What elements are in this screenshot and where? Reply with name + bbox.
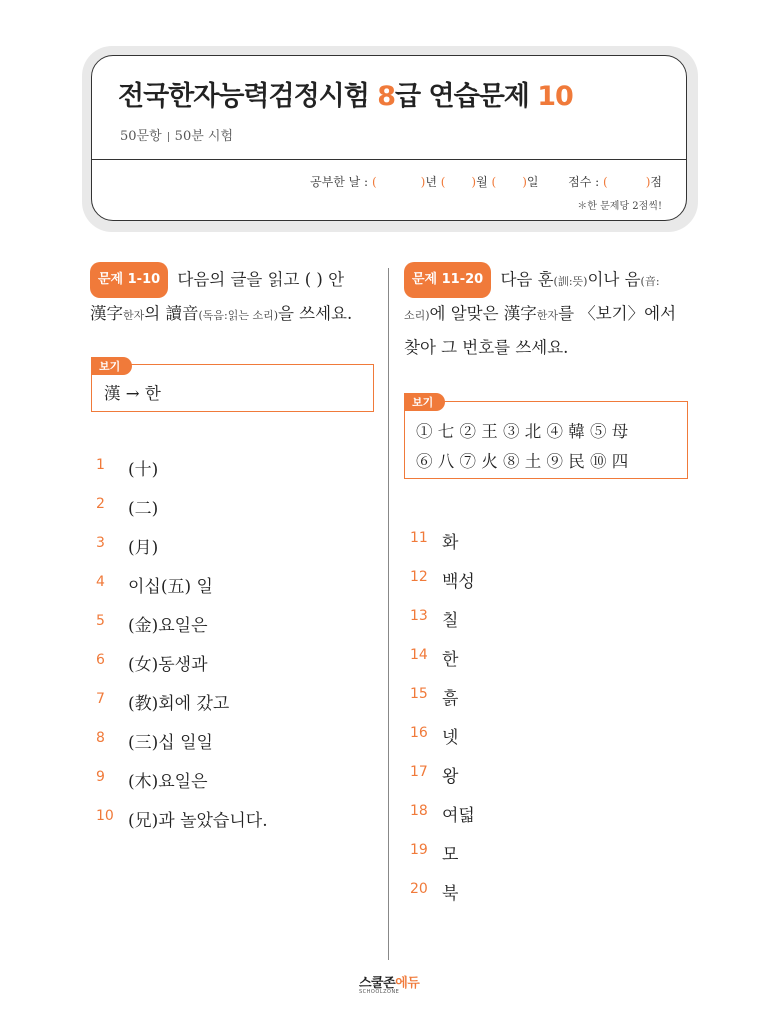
page-title: 전국한자능력검정시험 8급 연습문제 10	[118, 81, 573, 112]
question-text: (三)십 일일	[128, 733, 213, 753]
question-number: 18	[410, 803, 428, 819]
question-text: (十)	[128, 460, 159, 480]
question-text: (木)요일은	[128, 772, 208, 792]
question-text: 한	[442, 650, 459, 670]
question-number: 6	[96, 652, 105, 668]
test-info	[120, 125, 233, 144]
question-number: 4	[96, 574, 105, 590]
question-number: 14	[410, 647, 428, 663]
question-text: (金)요일은	[128, 616, 208, 636]
question-number: 15	[410, 686, 428, 702]
question-number: 9	[96, 769, 105, 785]
example-content-left: 漢 → 한	[104, 384, 161, 403]
question-text: 여덟	[442, 806, 475, 826]
example-label-right: 보기	[404, 393, 445, 411]
question-badge-11-20: 문제 11-20	[404, 262, 491, 298]
question-text: 북	[442, 884, 459, 904]
example-choices-row-1: ① 七 ② 王 ③ 北 ④ 韓 ⑤ 母	[416, 422, 629, 441]
example-label-left: 보기	[91, 357, 132, 375]
question-badge-1-10: 문제 1-10	[90, 262, 168, 298]
question-text: 모	[442, 845, 459, 865]
publisher-logo: 스쿨존에듀 SCHOOLZONE	[359, 976, 420, 995]
question-number: 12	[410, 569, 428, 585]
question-text: 이십(五) 일	[128, 577, 213, 597]
question-number: 17	[410, 764, 428, 780]
header-divider	[92, 159, 686, 160]
question-text: (女)동생과	[128, 655, 208, 675]
question-text: 화	[442, 533, 459, 553]
question-text: (教)회에 갔고	[128, 694, 230, 714]
column-divider	[388, 268, 389, 960]
separator	[168, 132, 169, 142]
question-text: (二)	[128, 499, 159, 519]
question-number: 3	[96, 535, 105, 551]
question-number: 7	[96, 691, 105, 707]
question-text: 백성	[442, 572, 475, 592]
question-text: (兄)과 놀았습니다.	[128, 811, 268, 831]
test-duration: 50분 시험	[174, 129, 234, 144]
question-number: 2	[96, 496, 105, 512]
question-number: 20	[410, 881, 428, 897]
left-instructions: 문제 1-10 다음의 글을 읽고 ( ) 안 漢字한자의 讀音(독음:읽는 소리)을 쓰세요.	[90, 262, 380, 332]
question-number: 13	[410, 608, 428, 624]
question-number: 1	[96, 457, 105, 473]
question-text: 흙	[442, 689, 459, 709]
question-number: 16	[410, 725, 428, 741]
question-text: 왕	[442, 767, 459, 787]
question-number: 19	[410, 842, 428, 858]
score-note: ＊한 문제당 2점씩!	[577, 201, 662, 212]
example-choices-row-2: ⑥ 八 ⑦ 火 ⑧ 土 ⑨ 民 ⑩ 四	[416, 452, 629, 471]
question-text: 칠	[442, 611, 459, 631]
right-instructions: 문제 11-20 다음 훈(訓:뜻)이나 음(音: 소리)에 알맞은 漢字한자를 〈보기〉에서 찾아 그 번호를 쓰세요.	[404, 262, 694, 364]
question-number: 11	[410, 530, 428, 546]
question-count: 50문항	[120, 129, 162, 144]
question-text: 넷	[442, 728, 459, 748]
question-number: 10	[96, 808, 114, 824]
study-date-score: 공부한 날 : ( )년 ( )월 ( )일 점수 : ( )점	[310, 175, 662, 189]
question-number: 8	[96, 730, 105, 746]
question-number: 5	[96, 613, 105, 629]
question-text: (月)	[128, 538, 159, 558]
